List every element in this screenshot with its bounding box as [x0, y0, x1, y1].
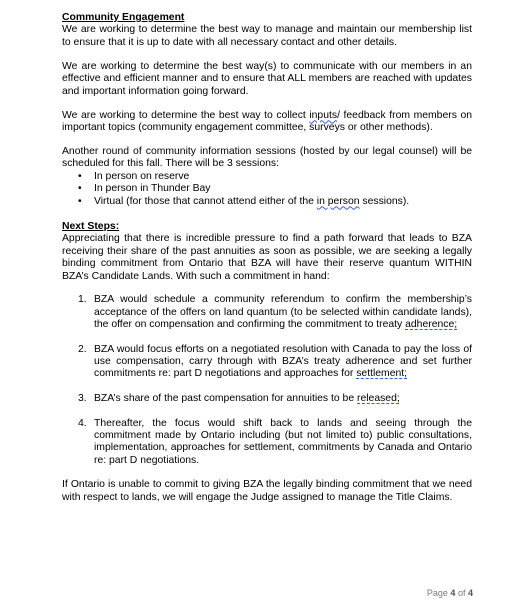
- step-number: 1.: [78, 294, 87, 306]
- page-word: Page: [426, 588, 448, 598]
- step-number: 2.: [78, 343, 87, 355]
- feedback-text-end: / feedback from members on important topics (community engagement committee, surveys or other methods).: [62, 109, 473, 134]
- paragraph-next-steps-intro: Appreciating that there is incredible pressure to find a path forward that leads to BZA receiving their share of the past annuities as soon as possible, we are seeking a legally binding commitment from Ontario that BZA will have their reserve quantum WITHIN BZA’s Candidate Lands. With such a commitment in hand:: [62, 233, 472, 282]
- step-item-1: [62, 294, 472, 331]
- next-steps-list: [62, 294, 472, 467]
- grammar-flag-settlement[interactable]: settlement;: [356, 368, 408, 380]
- step-item-4: [62, 418, 472, 468]
- grammar-flag-in-person[interactable]: in person: [316, 195, 360, 207]
- step-item-3: [62, 393, 472, 405]
- step-number: 4.: [78, 417, 87, 429]
- paragraph-info-sessions: Another round of community information sessions (hosted by our legal counsel) will be scheduled for this fall. There will be 3 sessions:: [62, 146, 472, 170]
- sessions-list: [62, 171, 472, 208]
- paragraph-closing: If Ontario is unable to commit to giving BZA the legally binding commitment that we need with respect to lands, we will engage the Judge assigned to manage the Title Claims.: [62, 479, 472, 503]
- step-text: BZA would schedule a community referendum to confirm the membership’s acceptance of the offers on land quantum (to be selected within candidate lands), the offer on compensation and confirming the commitment to treaty: [94, 294, 472, 330]
- step-number: 3.: [78, 392, 87, 404]
- grammar-flag-inputs[interactable]: inputs: [309, 109, 338, 121]
- session-item-virtual: [78, 196, 472, 208]
- step-text: BZA would focus efforts on a negotiated resolution with Canada to pay the loss of use compensation, carry through with BZA’s treaty adherence and set further commitments re: part D negotiations and approaches for: [94, 343, 472, 380]
- session-item-thunder-bay: • In person in Thunder Bay: [78, 183, 472, 195]
- next-steps-heading: Next Steps:: [62, 221, 120, 233]
- paragraph-feedback: [62, 110, 472, 135]
- community-engagement-heading: Community Engagement: [62, 12, 185, 23]
- grammar-flag-released[interactable]: released;: [357, 392, 400, 404]
- page-total: 4: [467, 588, 473, 598]
- document-body: [62, 12, 472, 504]
- virtual-text-end: sessions).: [359, 195, 410, 207]
- step-text: Thereafter, the focus would shift back to lands and seeing through the commitment made by Ontario including (but not limited to) public consultations, implementation, approaches for settlement, commitments by Canada and Ontario re: part D negotiations.: [94, 417, 472, 466]
- grammar-flag-adherence[interactable]: adherence;: [405, 318, 458, 330]
- of-word: of: [457, 588, 466, 598]
- page-number-footer: [427, 588, 473, 598]
- virtual-text-start: Virtual (for those that cannot attend either of the: [94, 195, 317, 207]
- paragraph-membership-list: We are working to determine the best way to manage and maintain our membership list to ensure that it is up to date with all necessary contact and other details.: [62, 24, 472, 48]
- session-item-reserve: • In person on reserve: [78, 171, 472, 183]
- paragraph-communication: We are working to determine the best way(s) to communicate with our members in an effective and efficient manner and to ensure that ALL members are reached with updates and important information going forward.: [62, 60, 472, 97]
- feedback-text-start: We are working to determine the best way to collect: [62, 109, 310, 121]
- page-current: 4: [450, 588, 456, 598]
- step-text: BZA’s share of the past compensation for annuities to be: [94, 392, 357, 404]
- step-item-2: [62, 344, 472, 381]
